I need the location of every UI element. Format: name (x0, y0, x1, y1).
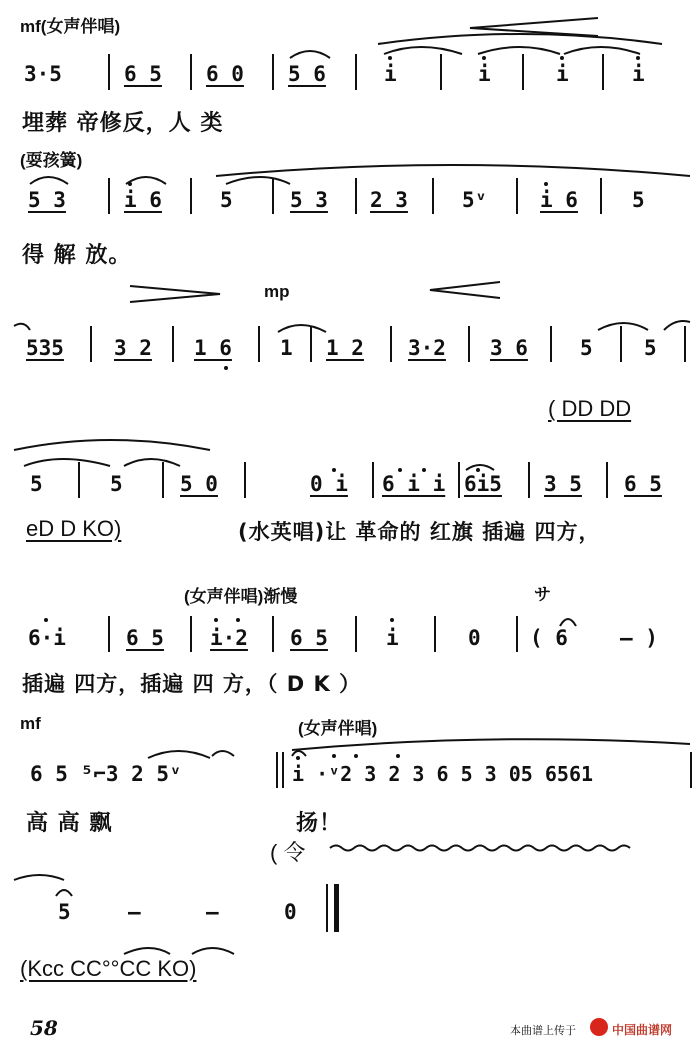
note-group: 0 (284, 900, 297, 924)
slur (292, 739, 690, 750)
note-group: i (478, 62, 491, 86)
slur (466, 465, 494, 470)
fermata (56, 890, 72, 896)
slur (24, 459, 110, 466)
note-group: 5ᵛ (462, 188, 488, 212)
note-group: ( 6 (530, 626, 568, 650)
slur (14, 875, 64, 880)
note-group: 5 6 (288, 62, 326, 86)
note-group: 5 3 (28, 188, 66, 212)
note-group: i ·ᵛ2 3 2 3 6 5 3 05 6561 (292, 762, 594, 786)
note-group: 535 (26, 336, 64, 360)
note-group: 3 2 (114, 336, 152, 360)
note-group: 1 (280, 336, 293, 360)
slur (216, 165, 690, 176)
note-group: i (384, 62, 397, 86)
note-group: 0 (468, 626, 481, 650)
note-group: 6 5 (126, 626, 164, 650)
slur (378, 34, 662, 44)
lyric-line: 得 解 放。 (22, 243, 132, 268)
footer-brand: 中国曲谱网 (612, 1023, 673, 1037)
slur (14, 440, 210, 450)
note-group: i·2 (210, 626, 248, 650)
slur (384, 47, 462, 54)
slur (14, 324, 30, 330)
note-group: 3·5 (24, 62, 62, 86)
slur (278, 325, 326, 332)
note-group: 6 5 ⁵⌐3 2 5ᵛ (30, 762, 182, 786)
slur (598, 323, 648, 330)
note-group: i 6 (124, 188, 162, 212)
slur (148, 751, 210, 758)
note-group: 5 0 (180, 472, 218, 496)
note-group: 1 6 (194, 336, 232, 360)
note-group: 2 3 (370, 188, 408, 212)
fermata (292, 751, 306, 756)
note-group: 5 (110, 472, 123, 496)
note-group: 6·i (28, 626, 66, 650)
note-group: 6 0 (206, 62, 244, 86)
lyric-line: (水英唱)让 革命的 红旗 插遍 四方， (238, 520, 601, 544)
fermata (212, 751, 234, 756)
tempo-marking: (耍孩簧) (20, 151, 83, 170)
note-group: — (128, 900, 141, 924)
note-group: 6 5 (290, 626, 328, 650)
note-group: 5 (644, 336, 657, 360)
note-group: 6 5 (624, 472, 662, 496)
lyric-line: 埋葬 帝修反，人 类 (22, 111, 224, 136)
lyric-line: 插遍 四方，插遍 四 方，（ D K ） (22, 672, 362, 696)
note-group: 3 5 (544, 472, 582, 496)
tempo-marking: (女声伴唱)渐慢 (184, 587, 298, 606)
note-group: 6i5 (464, 472, 502, 496)
note-group: i (556, 62, 569, 86)
slur (192, 948, 234, 954)
slur (126, 177, 166, 184)
lyric-line: 扬！ (296, 811, 343, 836)
note-group: 5 (632, 188, 645, 212)
free-meter-marking: サ (534, 585, 551, 604)
percussion-line: ( 令 (270, 840, 306, 865)
slur (564, 47, 640, 54)
note-group: — (206, 900, 219, 924)
slur (124, 459, 180, 466)
slur (124, 948, 170, 954)
note-group: 6 i i (382, 472, 446, 496)
slur (478, 47, 560, 54)
dynamic-marking-mf: mf(女声伴唱) (20, 17, 121, 36)
note-group: i 6 (540, 188, 578, 212)
note-group: 0 i (310, 472, 348, 496)
note-group: 5 3 (290, 188, 328, 212)
note-group: — ) (620, 626, 658, 650)
note-group: 5 (58, 900, 71, 924)
percussion-line: ( DD DD (548, 396, 632, 421)
note-group: 5 (220, 188, 233, 212)
percussion-line: eD D KO) (26, 516, 122, 541)
note-group: 6 5 (124, 62, 162, 86)
slur (226, 177, 290, 184)
decrescendo-hairpin (130, 286, 220, 302)
slur (290, 51, 330, 58)
dynamic-marking-mf: mf (20, 714, 41, 733)
note-group: 1 2 (326, 336, 364, 360)
dynamic-marking-mp: mp (264, 282, 290, 301)
note-group: 5 (30, 472, 43, 496)
percussion-line: (Kcc CC°°CC KO) (20, 956, 197, 981)
vocal-marking: (女声伴唱) (298, 719, 378, 738)
note-group: 3 6 (490, 336, 528, 360)
slur (664, 321, 690, 330)
trill-line (330, 846, 630, 851)
lyric-line: 高 高 飘 (26, 811, 113, 836)
slur (30, 177, 68, 184)
fermata (560, 619, 576, 626)
note-group: i (632, 62, 645, 86)
note-group: 3·2 (408, 336, 446, 360)
footer-text: 本曲谱上传于 (510, 1024, 576, 1037)
note-group: 5 (580, 336, 593, 360)
crescendo-hairpin (430, 282, 500, 298)
note-group: i (386, 626, 399, 650)
page-number: 58 (30, 1016, 58, 1040)
